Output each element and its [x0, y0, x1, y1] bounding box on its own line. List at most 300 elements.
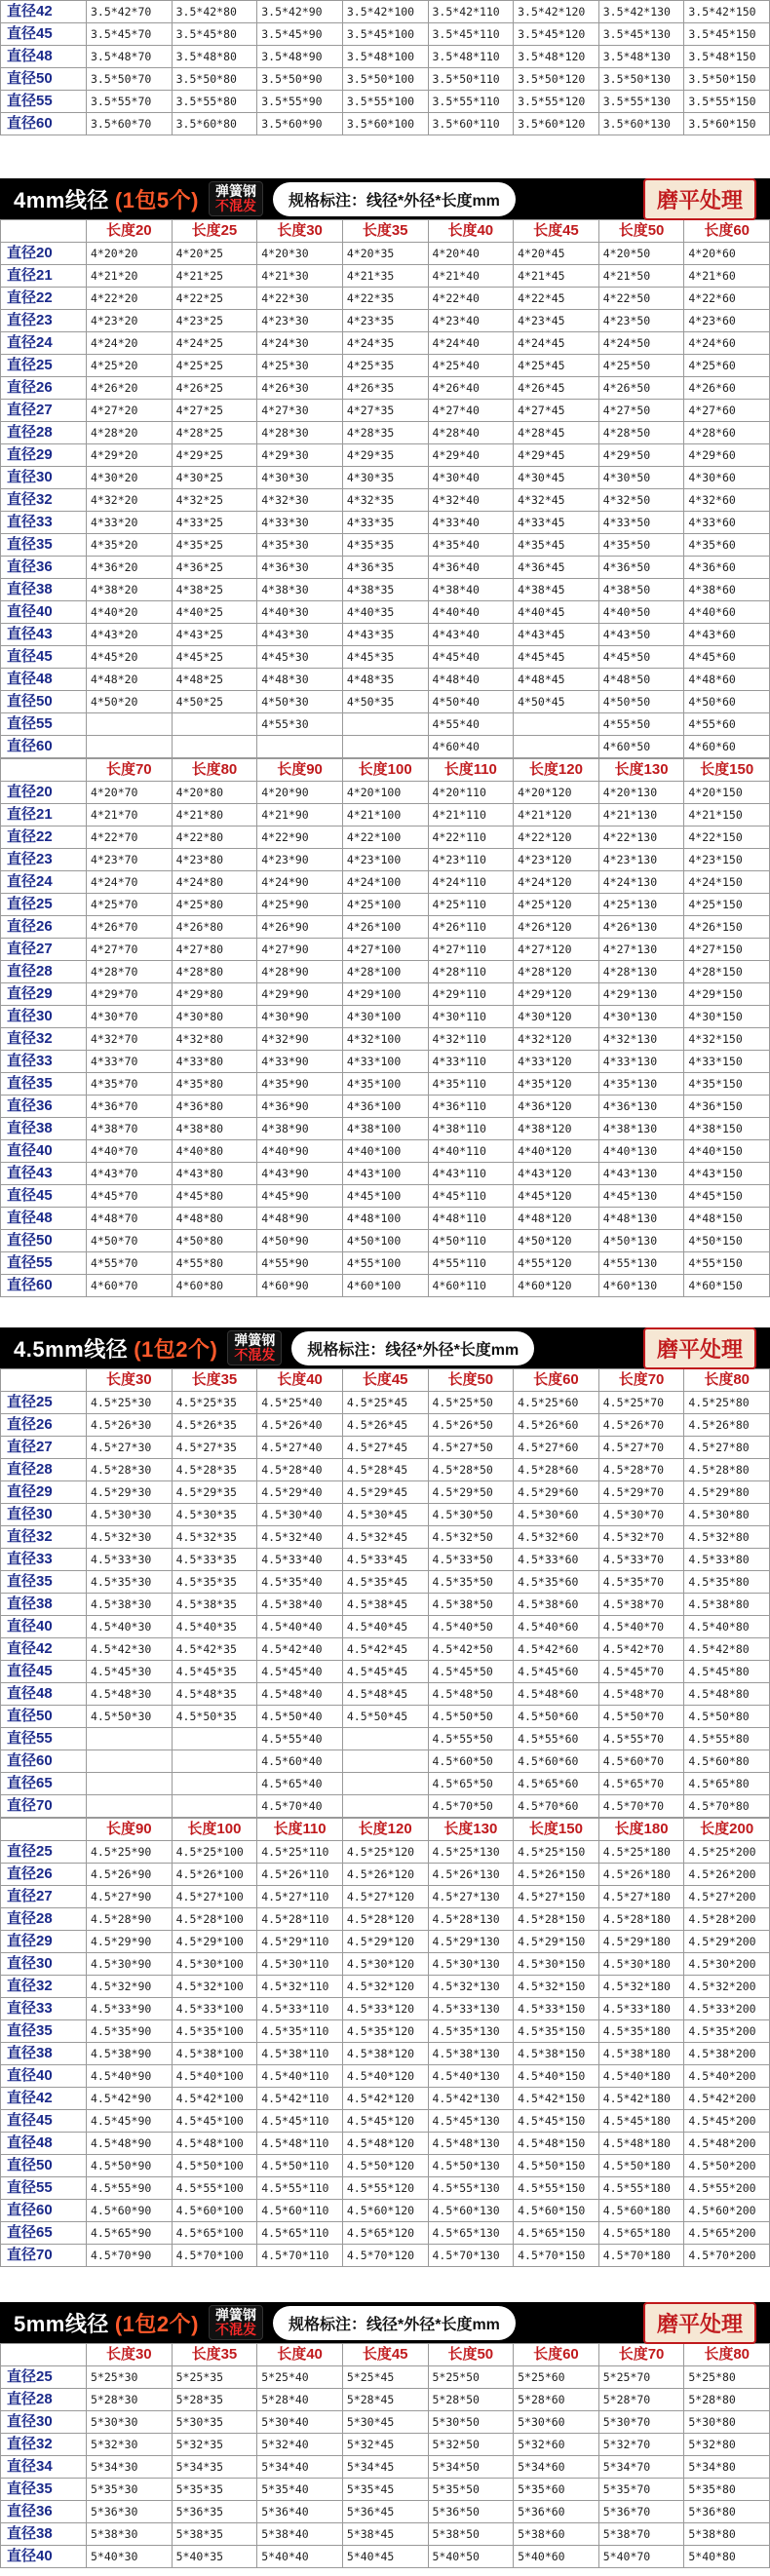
- spec-cell: 4.5*42*30: [87, 1638, 173, 1661]
- spec-cell: 5*40*35: [172, 2546, 257, 2568]
- spec-cell: 4.5*28*45: [342, 1459, 428, 1481]
- spec-cell: 5*40*50: [428, 2546, 514, 2568]
- spec-cell: 4*33*90: [257, 1051, 343, 1073]
- spec-cell: 4.5*45*60: [514, 1661, 599, 1683]
- spec-cell: 4*27*80: [172, 939, 257, 961]
- spec-cell: 4.5*26*110: [257, 1864, 343, 1886]
- spec-cell: 3.5*50*90: [257, 68, 343, 91]
- table-row: [1, 1437, 770, 1459]
- spec-cell: 4*28*70: [87, 961, 173, 983]
- diameter-label: 直径35: [1, 2479, 87, 2501]
- spec-cell: 4*45*100: [342, 1185, 428, 1208]
- spec-cell: 4.5*65*90: [87, 2222, 173, 2245]
- spec-cell: 4.5*27*30: [87, 1437, 173, 1459]
- spec-cell: 4*36*20: [87, 557, 173, 579]
- table-row: [1, 243, 770, 265]
- table-row: [1, 377, 770, 400]
- spec-cell: 4.5*42*60: [514, 1638, 599, 1661]
- table-row: [1, 1006, 770, 1028]
- spec-cell: 4*32*70: [87, 1028, 173, 1051]
- spec-cell: 4*45*110: [428, 1185, 514, 1208]
- spec-cell: 4*38*150: [684, 1118, 770, 1140]
- table-row: [1, 601, 770, 624]
- spec-cell: 4.5*28*100: [172, 1908, 257, 1931]
- spec-cell: 4*48*45: [514, 669, 599, 691]
- spec-cell: 4.5*50*80: [684, 1706, 770, 1728]
- spec-cell: 4.5*28*120: [342, 1908, 428, 1931]
- diameter-label: 直径34: [1, 2456, 87, 2479]
- table-row: [1, 1275, 770, 1297]
- spec-cell: 4.5*33*30: [87, 1549, 173, 1571]
- spec-cell: 5*25*40: [257, 2366, 343, 2389]
- spec-cell: 4.5*32*150: [514, 1976, 599, 1998]
- spec-cell: 4.5*28*80: [684, 1459, 770, 1481]
- spec-cell: 4.5*35*200: [684, 2020, 770, 2043]
- spec-cell: 4.5*25*130: [428, 1841, 514, 1864]
- spec-cell: 4*35*30: [257, 534, 343, 557]
- spec-cell: 4*33*80: [172, 1051, 257, 1073]
- spec-cell: 4*40*90: [257, 1140, 343, 1163]
- spec-cell: 5*25*30: [87, 2366, 173, 2389]
- diameter-label: 直径45: [1, 1661, 87, 1683]
- spec-cell: 5*30*30: [87, 2411, 173, 2434]
- spec-cell: 4.5*33*45: [342, 1549, 428, 1571]
- spec-cell: 4.5*29*50: [428, 1481, 514, 1504]
- spec-cell: 4*25*70: [87, 894, 173, 916]
- spec-cell: 4*43*20: [87, 624, 173, 646]
- spec-cell: 5*32*30: [87, 2434, 173, 2456]
- spec-cell: 4*55*60: [684, 713, 770, 736]
- spec-cell: 4*26*70: [87, 916, 173, 939]
- spec-cell: 4*38*50: [598, 579, 684, 601]
- diameter-label: 直径38: [1, 579, 87, 601]
- spec-cell: 4.5*32*90: [87, 1976, 173, 1998]
- table-row: [1, 1118, 770, 1140]
- spec-cell: 4*28*80: [172, 961, 257, 983]
- table-row: [1, 2411, 770, 2434]
- table-row: [1, 1208, 770, 1230]
- spec-cell: 4.5*48*200: [684, 2133, 770, 2155]
- spec-cell: 4*60*70: [87, 1275, 173, 1297]
- spec-cell: 4.5*38*60: [514, 1594, 599, 1616]
- spec-cell: 4*26*120: [514, 916, 599, 939]
- spec-cell: 4.5*26*120: [342, 1864, 428, 1886]
- spec-cell: 4*45*35: [342, 646, 428, 669]
- spec-cell: 4*30*80: [172, 1006, 257, 1028]
- spec-cell: 4*33*40: [428, 512, 514, 534]
- spec-cell: 3.5*60*120: [514, 113, 599, 135]
- diameter-label: 直径42: [1, 2088, 87, 2110]
- table-row: [1, 1549, 770, 1571]
- spec-cell: 4*25*80: [172, 894, 257, 916]
- spec-cell: 4.5*33*70: [598, 1549, 684, 1571]
- spec-cell: 5*36*30: [87, 2501, 173, 2523]
- diameter-label: 直径65: [1, 2222, 87, 2245]
- spec-cell: 4*38*30: [257, 579, 343, 601]
- spec-cell: 4.5*38*200: [684, 2043, 770, 2065]
- spec-cell: 3.5*60*150: [684, 113, 770, 135]
- spec-cell: 4.5*27*200: [684, 1886, 770, 1908]
- spec-cell: 4*26*80: [172, 916, 257, 939]
- table-row: [1, 288, 770, 310]
- spec-cell: [87, 1750, 173, 1773]
- spec-cell: 4*29*120: [514, 983, 599, 1006]
- table-row: [1, 2200, 770, 2222]
- diameter-label: 直径65: [1, 1773, 87, 1795]
- spec-cell: 4*22*70: [87, 827, 173, 849]
- spec-cell: 4*30*150: [684, 1006, 770, 1028]
- spec-cell: 4.5*40*70: [598, 1616, 684, 1638]
- spec-cell: 4*21*70: [87, 804, 173, 827]
- spec-cell: 3.5*50*80: [172, 68, 257, 91]
- table-row: [1, 2523, 770, 2546]
- spec-cell: 4.5*70*90: [87, 2245, 173, 2267]
- corner-cell: [1, 1369, 87, 1392]
- spec-cell: 4.5*32*35: [172, 1526, 257, 1549]
- spec-cell: 4*29*130: [598, 983, 684, 1006]
- spec-cell: 4*27*90: [257, 939, 343, 961]
- length-header: 长度110: [257, 1819, 343, 1841]
- spec-cell: 5*34*45: [342, 2456, 428, 2479]
- length-header: 长度30: [87, 2344, 173, 2366]
- spec-cell: 4*20*50: [598, 243, 684, 265]
- spec-cell: 4*23*70: [87, 849, 173, 871]
- spec-cell: 5*36*70: [598, 2501, 684, 2523]
- table-row: [1, 579, 770, 601]
- spec-cell: 3.5*48*110: [428, 46, 514, 68]
- spec-cell: 3.5*50*100: [342, 68, 428, 91]
- spec-cell: 4*50*25: [172, 691, 257, 713]
- spec-cell: 4*22*150: [684, 827, 770, 849]
- spec-cell: 4*50*50: [598, 691, 684, 713]
- spec-cell: 4*50*100: [342, 1230, 428, 1252]
- spec-cell: 4.5*38*110: [257, 2043, 343, 2065]
- spec-cell: 4*32*40: [428, 489, 514, 512]
- length-header: 长度40: [257, 1369, 343, 1392]
- spec-cell: 3.5*55*120: [514, 91, 599, 113]
- diameter-label: 直径35: [1, 1571, 87, 1594]
- spec-cell: [172, 1750, 257, 1773]
- spec-cell: 4*21*120: [514, 804, 599, 827]
- spec-cell: 3.5*42*130: [598, 1, 684, 23]
- table-row: [1, 1998, 770, 2020]
- diameter-label: 直径55: [1, 91, 87, 113]
- length-header: 长度25: [172, 220, 257, 243]
- spec-cell: 4.5*30*35: [172, 1504, 257, 1526]
- table-row: [1, 355, 770, 377]
- spec-cell: 4*22*30: [257, 288, 343, 310]
- spec-cell: 4.5*48*35: [172, 1683, 257, 1706]
- spec-cell: 4.5*33*150: [514, 1998, 599, 2020]
- spec-cell: 4*55*70: [87, 1252, 173, 1275]
- spec-cell: 4.5*65*70: [598, 1773, 684, 1795]
- length-header: 长度90: [257, 759, 343, 782]
- spec-cell: 4.5*55*150: [514, 2177, 599, 2200]
- spec-cell: 4*40*130: [598, 1140, 684, 1163]
- spec-cell: 4.5*35*120: [342, 2020, 428, 2043]
- spec-cell: 4.5*25*120: [342, 1841, 428, 1864]
- spec-cell: 4*35*25: [172, 534, 257, 557]
- spec-cell: 4*21*80: [172, 804, 257, 827]
- spec-cell: 4*48*30: [257, 669, 343, 691]
- table-row: [1, 91, 770, 113]
- spec-cell: 5*30*40: [257, 2411, 343, 2434]
- spec-cell: 4*24*120: [514, 871, 599, 894]
- spec-cell: 4*40*150: [684, 1140, 770, 1163]
- spec-cell: 5*38*30: [87, 2523, 173, 2546]
- spec-cell: 4.5*29*200: [684, 1931, 770, 1953]
- spec-cell: 4.5*25*30: [87, 1392, 173, 1414]
- spec-cell: 4*22*20: [87, 288, 173, 310]
- spec-cell: 4*32*35: [342, 489, 428, 512]
- material-badge: [209, 181, 263, 215]
- diameter-label: 直径45: [1, 2110, 87, 2133]
- spec-cell: [87, 1728, 173, 1750]
- spec-cell: 4.5*65*50: [428, 1773, 514, 1795]
- spec-cell: 4.5*45*40: [257, 1661, 343, 1683]
- spec-cell: 4*23*25: [172, 310, 257, 332]
- spec-cell: 5*35*40: [257, 2479, 343, 2501]
- table-row: [1, 46, 770, 68]
- wire-diameter-title: 4.5mm线径: [14, 1336, 129, 1362]
- spec-cell: 3.5*60*80: [172, 113, 257, 135]
- diameter-label: 直径48: [1, 46, 87, 68]
- spec-cell: [87, 1773, 173, 1795]
- spec-cell: 4*26*40: [428, 377, 514, 400]
- spec-cell: 4*23*100: [342, 849, 428, 871]
- spec-cell: 5*32*50: [428, 2434, 514, 2456]
- wire-section: [0, 178, 770, 1297]
- corner-cell: [1, 220, 87, 243]
- spec-cell: 4.5*32*110: [257, 1976, 343, 1998]
- spec-cell: 4.5*26*80: [684, 1414, 770, 1437]
- spec-cell: 5*40*30: [87, 2546, 173, 2568]
- diameter-label: 直径22: [1, 827, 87, 849]
- spec-cell: 4*45*45: [514, 646, 599, 669]
- spec-cell: 4.5*25*150: [514, 1841, 599, 1864]
- spec-cell: 4.5*40*130: [428, 2065, 514, 2088]
- spec-cell: 4*30*110: [428, 1006, 514, 1028]
- spec-cell: 4*23*90: [257, 849, 343, 871]
- spec-cell: 4*33*30: [257, 512, 343, 534]
- spec-cell: 5*28*60: [514, 2389, 599, 2411]
- spec-cell: 4.5*38*35: [172, 1594, 257, 1616]
- diameter-label: 直径42: [1, 1638, 87, 1661]
- diameter-label: 直径32: [1, 1028, 87, 1051]
- diameter-label: 直径24: [1, 332, 87, 355]
- spec-cell: 4.5*48*110: [257, 2133, 343, 2155]
- spec-cell: 3.5*55*100: [342, 91, 428, 113]
- spec-cell: 4*26*130: [598, 916, 684, 939]
- spec-cell: 4*60*80: [172, 1275, 257, 1297]
- spec-cell: 4.5*30*120: [342, 1953, 428, 1976]
- table-row: [1, 512, 770, 534]
- spec-cell: 4*20*45: [514, 243, 599, 265]
- spec-cell: 3.5*45*120: [514, 23, 599, 46]
- spec-cell: 4*24*100: [342, 871, 428, 894]
- table-row: [1, 736, 770, 758]
- table-row: [1, 939, 770, 961]
- spec-cell: 4.5*28*50: [428, 1459, 514, 1481]
- spec-cell: 4*43*80: [172, 1163, 257, 1185]
- spec-cell: 4.5*33*100: [172, 1998, 257, 2020]
- spec-cell: 4*40*120: [514, 1140, 599, 1163]
- spec-cell: 4*30*45: [514, 467, 599, 489]
- spec-cell: 5*25*60: [514, 2366, 599, 2389]
- spec-cell: 4*28*25: [172, 422, 257, 444]
- spec-cell: 4*20*100: [342, 782, 428, 804]
- spec-cell: 4.5*29*100: [172, 1931, 257, 1953]
- spec-cell: 3.5*55*130: [598, 91, 684, 113]
- spec-cell: 4*30*100: [342, 1006, 428, 1028]
- spec-cell: 4*35*110: [428, 1073, 514, 1096]
- spec-cell: 4.5*38*100: [172, 2043, 257, 2065]
- diameter-label: 直径20: [1, 243, 87, 265]
- spec-cell: 4*23*45: [514, 310, 599, 332]
- spec-cell: 4*24*130: [598, 871, 684, 894]
- spec-cell: 5*35*80: [684, 2479, 770, 2501]
- spec-cell: 4*26*110: [428, 916, 514, 939]
- table-row: [1, 113, 770, 135]
- pack-quantity: (1包2个): [134, 1336, 218, 1362]
- spec-cell: 4.5*32*50: [428, 1526, 514, 1549]
- table-row: [1, 1638, 770, 1661]
- diameter-label: 直径35: [1, 2020, 87, 2043]
- diameter-label: 直径20: [1, 782, 87, 804]
- spec-cell: 4.5*32*120: [342, 1976, 428, 1998]
- spec-cell: 4.5*45*200: [684, 2110, 770, 2133]
- spec-cell: 4.5*70*150: [514, 2245, 599, 2267]
- spec-cell: 4.5*35*110: [257, 2020, 343, 2043]
- spec-cell: 4*36*30: [257, 557, 343, 579]
- diameter-label: 直径22: [1, 288, 87, 310]
- spec-cell: 4*20*150: [684, 782, 770, 804]
- diameter-label: 直径60: [1, 736, 87, 758]
- spec-cell: 4*25*35: [342, 355, 428, 377]
- spec-cell: 4.5*30*45: [342, 1504, 428, 1526]
- spec-cell: 4.5*50*150: [514, 2155, 599, 2177]
- spec-cell: 4.5*70*60: [514, 1795, 599, 1818]
- spec-cell: 4.5*50*45: [342, 1706, 428, 1728]
- spec-cell: 4.5*30*180: [598, 1953, 684, 1976]
- column-header-row: [1, 220, 770, 243]
- spec-cell: 4*22*110: [428, 827, 514, 849]
- spec-cell: 4*45*80: [172, 1185, 257, 1208]
- spec-cell: 4.5*38*30: [87, 1594, 173, 1616]
- table-row: [1, 1886, 770, 1908]
- spec-cell: 4*35*35: [342, 534, 428, 557]
- spec-cell: 5*25*35: [172, 2366, 257, 2389]
- spec-cell: 4.5*50*200: [684, 2155, 770, 2177]
- spec-cell: 4*27*35: [342, 400, 428, 422]
- spec-cell: 4*50*110: [428, 1230, 514, 1252]
- spec-cell: 4.5*27*60: [514, 1437, 599, 1459]
- spec-cell: 4*45*130: [598, 1185, 684, 1208]
- spec-cell: 4.5*48*80: [684, 1683, 770, 1706]
- spec-cell: 4*33*45: [514, 512, 599, 534]
- length-header: 长度50: [428, 1369, 514, 1392]
- spec-cell: 4.5*28*110: [257, 1908, 343, 1931]
- spec-cell: 5*32*35: [172, 2434, 257, 2456]
- spec-cell: 4.5*42*90: [87, 2088, 173, 2110]
- spec-cell: 5*40*80: [684, 2546, 770, 2568]
- diameter-label: 直径40: [1, 1616, 87, 1638]
- spec-cell: 4.5*48*130: [428, 2133, 514, 2155]
- spec-cell: 4*60*130: [598, 1275, 684, 1297]
- spec-cell: 4*36*150: [684, 1096, 770, 1118]
- spec-cell: 4.5*29*40: [257, 1481, 343, 1504]
- length-header: 长度35: [342, 220, 428, 243]
- diameter-label: 直径60: [1, 2200, 87, 2222]
- length-header: 长度30: [87, 1369, 173, 1392]
- spec-cell: 4*28*40: [428, 422, 514, 444]
- spec-cell: 4*32*100: [342, 1028, 428, 1051]
- table-row: [1, 849, 770, 871]
- spec-cell: 4.5*35*100: [172, 2020, 257, 2043]
- length-header: 长度130: [428, 1819, 514, 1841]
- spec-cell: 4.5*50*70: [598, 1706, 684, 1728]
- spec-cell: 4*28*35: [342, 422, 428, 444]
- pack-quantity: (1包2个): [114, 2311, 199, 2336]
- spec-cell: 4*48*25: [172, 669, 257, 691]
- spec-cell: 4.5*65*200: [684, 2222, 770, 2245]
- spec-cell: 4.5*30*90: [87, 1953, 173, 1976]
- spec-cell: 3.5*45*70: [87, 23, 173, 46]
- spec-cell: 4.5*40*30: [87, 1616, 173, 1638]
- spec-cell: 4*40*45: [514, 601, 599, 624]
- spec-cell: 4*29*30: [257, 444, 343, 467]
- spec-cell: 5*28*80: [684, 2389, 770, 2411]
- wire-diameter-title: 5mm线径: [14, 2311, 109, 2336]
- spec-cell: 4*43*60: [684, 624, 770, 646]
- spec-cell: 4*43*45: [514, 624, 599, 646]
- grind-label: 磨平处理: [643, 2302, 756, 2344]
- spec-cell: 4.5*55*180: [598, 2177, 684, 2200]
- spec-cell: 4*60*120: [514, 1275, 599, 1297]
- diameter-label: 直径40: [1, 2065, 87, 2088]
- spec-cell: 4*26*60: [684, 377, 770, 400]
- spec-cell: 5*32*60: [514, 2434, 599, 2456]
- spec-cell: 4*28*120: [514, 961, 599, 983]
- spec-cell: 4.5*50*50: [428, 1706, 514, 1728]
- spec-block-table: [0, 1818, 770, 2267]
- spec-cell: 4.5*45*120: [342, 2110, 428, 2133]
- badge-note: 不混发: [214, 2322, 256, 2337]
- spec-cell: 4*32*45: [514, 489, 599, 512]
- table-row: [1, 961, 770, 983]
- column-header-row: [1, 1369, 770, 1392]
- table-row: [1, 1661, 770, 1683]
- material-badge: [227, 1330, 282, 1365]
- spec-cell: 4*20*30: [257, 243, 343, 265]
- spec-cell: 4.5*26*45: [342, 1414, 428, 1437]
- table-row: [1, 1841, 770, 1864]
- spec-cell: 4.5*50*130: [428, 2155, 514, 2177]
- spec-cell: 4*23*60: [684, 310, 770, 332]
- spec-cell: 4*20*60: [684, 243, 770, 265]
- spec-cell: 4.5*35*40: [257, 1571, 343, 1594]
- spec-cell: 4.5*70*120: [342, 2245, 428, 2267]
- spec-cell: 4.5*29*45: [342, 1481, 428, 1504]
- pack-quantity: (1包5个): [114, 187, 199, 212]
- table-row: [1, 1392, 770, 1414]
- spec-cell: 4*55*80: [172, 1252, 257, 1275]
- diameter-label: 直径60: [1, 113, 87, 135]
- spec-cell: 4.5*26*50: [428, 1414, 514, 1437]
- spec-cell: 4.5*50*110: [257, 2155, 343, 2177]
- table-row: [1, 1706, 770, 1728]
- spec-cell: 4.5*50*120: [342, 2155, 428, 2177]
